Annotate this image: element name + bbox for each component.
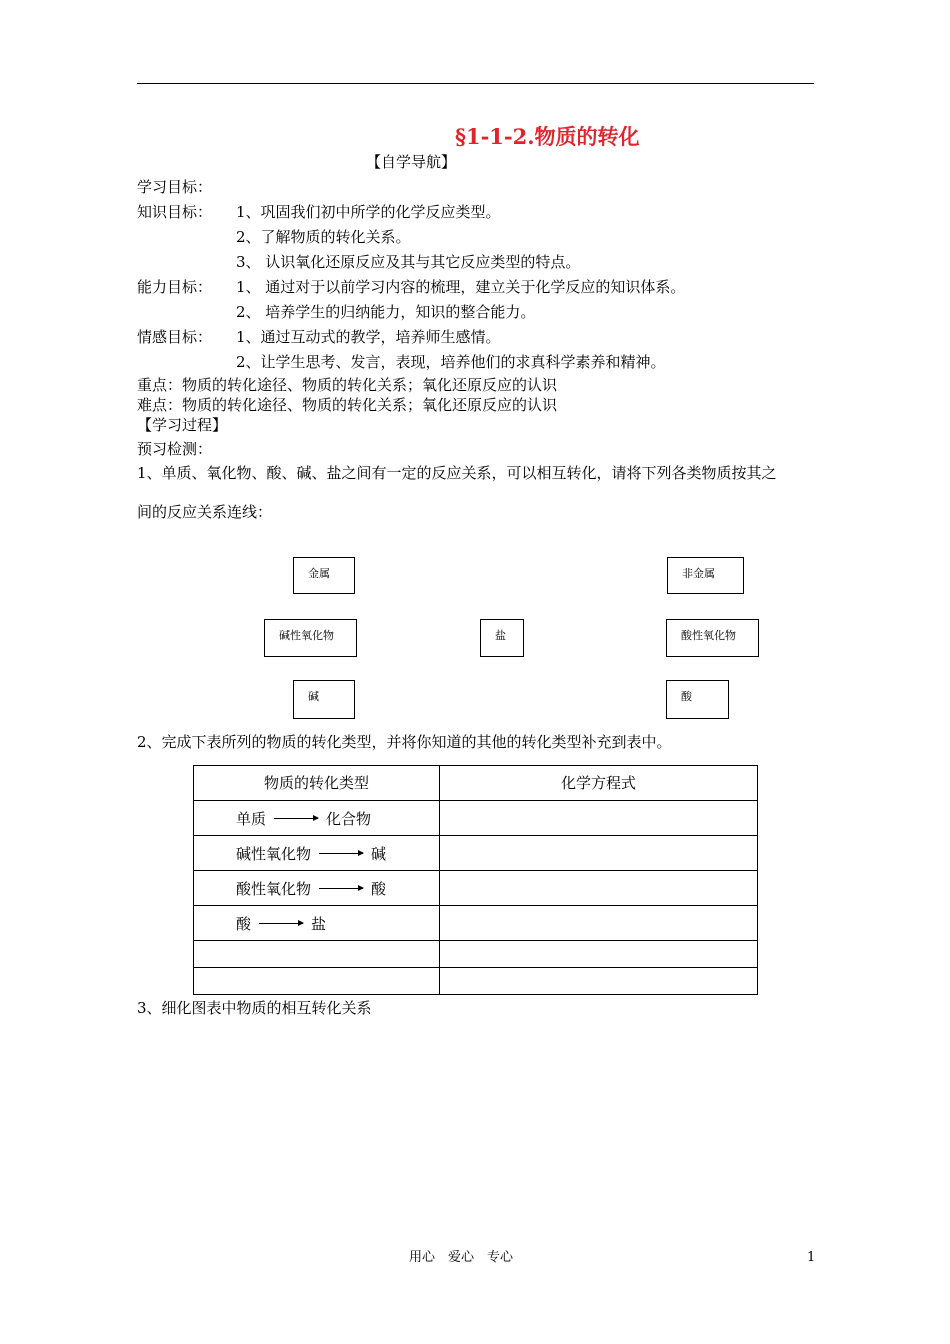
box-label: 盐 bbox=[495, 629, 506, 642]
to-substance: 酸 bbox=[371, 879, 387, 898]
conversion-type-cell bbox=[194, 906, 440, 941]
box-label: 酸性氧化物 bbox=[681, 629, 736, 642]
key-point: 重点：物质的转化途径、物质的转化关系；氧化还原反应的认识 bbox=[137, 376, 558, 394]
from-substance: 酸 bbox=[236, 914, 252, 933]
conversion-table bbox=[193, 765, 758, 995]
table-header: 化学方程式 bbox=[440, 766, 758, 801]
difficult-point: 难点：物质的转化途径、物质的转化关系；氧化还原反应的认识 bbox=[137, 396, 558, 414]
equation-cell[interactable] bbox=[440, 968, 758, 995]
right-arrow-icon bbox=[274, 818, 318, 819]
from-substance: 碱性氧化物 bbox=[236, 844, 312, 863]
question-3: 3、细化图表中物质的相互转化关系 bbox=[137, 999, 372, 1017]
knowledge-goal-item: 2、了解物质的转化关系。 bbox=[236, 228, 411, 246]
equation-cell[interactable] bbox=[440, 941, 758, 968]
table-row bbox=[194, 801, 758, 836]
from-substance: 酸性氧化物 bbox=[236, 879, 312, 898]
box-salt bbox=[480, 619, 524, 657]
footer-motto: 用心 爱心 专心 bbox=[409, 1250, 514, 1265]
box-acidic-oxide bbox=[666, 619, 759, 657]
page-title: §1-1-2.物质的转化 bbox=[455, 124, 640, 149]
conversion-type-cell bbox=[194, 801, 440, 836]
ability-goal-label: 能力目标： bbox=[137, 278, 213, 296]
table-row bbox=[194, 941, 758, 968]
question-1-line-2: 间的反应关系连线： bbox=[137, 503, 273, 521]
question-2: 2、完成下表所列的物质的转化类型，并将你知道的其他的转化类型补充到表中。 bbox=[137, 733, 672, 751]
equation-cell[interactable] bbox=[440, 801, 758, 836]
table-row bbox=[194, 836, 758, 871]
preview-heading: 预习检测： bbox=[137, 440, 213, 458]
process-heading: 【学习过程】 bbox=[137, 416, 228, 434]
table-row bbox=[194, 968, 758, 995]
knowledge-goal-label: 知识目标： bbox=[137, 203, 213, 221]
equation-cell[interactable] bbox=[440, 836, 758, 871]
goals-heading: 学习目标： bbox=[137, 178, 213, 196]
page-number: 1 bbox=[807, 1250, 816, 1265]
box-label: 非金属 bbox=[682, 567, 715, 580]
conversion-type-cell bbox=[194, 836, 440, 871]
equation-cell[interactable] bbox=[440, 906, 758, 941]
box-metal bbox=[293, 557, 355, 594]
emotion-goal-label: 情感目标： bbox=[137, 328, 213, 346]
box-label: 金属 bbox=[308, 567, 330, 580]
knowledge-goal-item: 3、 认识氧化还原反应及其与其它反应类型的特点。 bbox=[236, 253, 581, 271]
box-label: 酸 bbox=[681, 690, 692, 703]
header-rule bbox=[137, 83, 814, 84]
table-header: 物质的转化类型 bbox=[194, 766, 440, 801]
box-nonmetal bbox=[667, 557, 744, 594]
section-nav-heading: 【自学导航】 bbox=[366, 153, 457, 171]
box-label: 碱性氧化物 bbox=[279, 629, 334, 642]
table-row bbox=[194, 906, 758, 941]
question-1-line-1: 1、单质、氧化物、酸、碱、盐之间有一定的反应关系，可以相互转化，请将下列各类物质按其之 bbox=[137, 464, 777, 482]
to-substance: 碱 bbox=[371, 844, 387, 863]
conversion-type-cell bbox=[194, 871, 440, 906]
right-arrow-icon bbox=[319, 853, 363, 854]
box-base bbox=[293, 680, 355, 719]
box-acid bbox=[666, 680, 729, 719]
ability-goal-item: 2、 培养学生的归纳能力，知识的整合能力。 bbox=[236, 303, 536, 321]
table-header-row bbox=[194, 766, 758, 801]
ability-goal-item: 1、 通过对于以前学习内容的梳理，建立关于化学反应的知识体系。 bbox=[236, 278, 686, 296]
emotion-goal-item: 2、让学生思考、发言，表现，培养他们的求真科学素养和精神。 bbox=[236, 353, 666, 371]
right-arrow-icon bbox=[319, 888, 363, 889]
equation-cell[interactable] bbox=[440, 871, 758, 906]
conversion-type-cell[interactable] bbox=[194, 941, 440, 968]
box-label: 碱 bbox=[308, 690, 319, 703]
conversion-type-cell[interactable] bbox=[194, 968, 440, 995]
right-arrow-icon bbox=[259, 923, 303, 924]
knowledge-goal-item: 1、巩固我们初中所学的化学反应类型。 bbox=[236, 203, 501, 221]
table-row bbox=[194, 871, 758, 906]
from-substance: 单质 bbox=[236, 809, 267, 828]
to-substance: 盐 bbox=[311, 914, 327, 933]
emotion-goal-item: 1、通过互动式的教学，培养师生感情。 bbox=[236, 328, 501, 346]
box-basic-oxide bbox=[264, 619, 357, 657]
to-substance: 化合物 bbox=[326, 809, 372, 828]
